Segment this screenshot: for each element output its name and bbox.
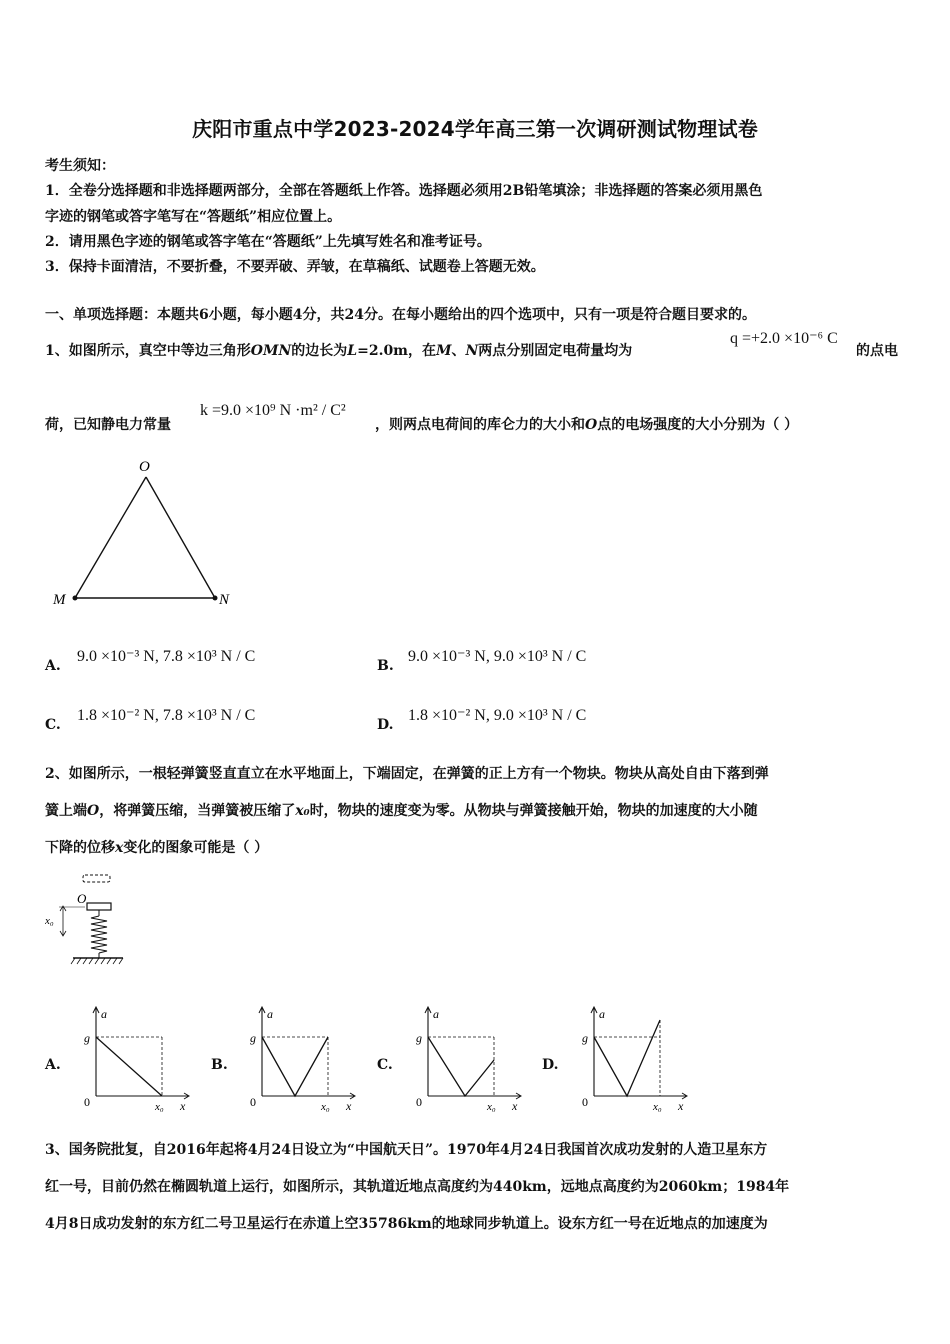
q2-graph-b[interactable] bbox=[246, 1000, 361, 1115]
q1-line1 bbox=[45, 340, 632, 360]
label-n: N bbox=[219, 592, 230, 608]
label-o: O bbox=[139, 459, 150, 475]
q1-option-a-text[interactable]: 9.0 ×10⁻³ N, 7.8 ×10³ N / C bbox=[77, 648, 256, 665]
q3-line2: 红一号，目前仍然在椭圆轨道上运行，如图所示，其轨道近地点高度约为440km，远地点高度约为2060km；1984年 bbox=[45, 1179, 790, 1195]
section-heading: 一、单项选择题：本题共6小题，每小题4分，共24分。在每小题给出的四个选项中，只有一项是符合题目要求的。 bbox=[45, 307, 756, 323]
q2-graph-d[interactable] bbox=[578, 1000, 693, 1115]
notice-item: 3．保持卡面清洁，不要折叠，不要弄破、弄皱，在草稿纸、试题卷上答题无效。 bbox=[45, 259, 545, 275]
label-origin: 0 bbox=[582, 1095, 588, 1109]
q1-text: 的边长为 bbox=[291, 343, 348, 359]
label-x: x bbox=[346, 1099, 352, 1113]
q2-text: ，将弹簧压缩，当弹簧被压缩了 bbox=[99, 803, 296, 819]
q1-line1-end: 的点电 bbox=[856, 343, 898, 359]
q3-line3: 4月8日成功发射的东方红二号卫星运行在赤道上空35786km的地球同步轨道上。设东方红一号在近地点的加速度为 bbox=[45, 1216, 768, 1232]
q2-line3 bbox=[45, 837, 268, 857]
q1-O: O bbox=[585, 417, 598, 433]
label-x: x bbox=[678, 1099, 684, 1113]
q1-line2-post bbox=[375, 414, 798, 434]
q1-N: N bbox=[465, 343, 479, 359]
q1-option-b-text[interactable]: 9.0 ×10⁻³ N, 9.0 ×10³ N / C bbox=[408, 648, 587, 665]
q1-omn: OMN bbox=[250, 343, 292, 359]
q1-option-c-text[interactable]: 1.8 ×10⁻² N, 7.8 ×10³ N / C bbox=[77, 707, 256, 724]
notice-item: 1．全卷分选择题和非选择题两部分，全部在答题纸上作答。选择题必须用2B铅笔填涂；非选择题的答案必须用黑色 bbox=[45, 183, 763, 199]
label-a: a bbox=[267, 1007, 273, 1021]
notice-heading: 考生须知： bbox=[45, 158, 115, 174]
q1-line2 bbox=[45, 414, 171, 434]
acc-curve bbox=[594, 1020, 660, 1096]
q2-graph-c[interactable] bbox=[412, 1000, 527, 1115]
acc-curve bbox=[262, 1037, 328, 1096]
notice-item: 字迹的钢笔或答字笔写在“答题纸”相应位置上。 bbox=[45, 209, 342, 225]
q2-option-d-letter[interactable]: D. bbox=[542, 1057, 559, 1073]
acc-curve bbox=[428, 1037, 494, 1096]
notice-item: 2．请用黑色字迹的钢笔或答字笔在“答题纸”上先填写姓名和准考证号。 bbox=[45, 234, 491, 250]
q2-text: 时，物块的速度变为零。从物块与弹簧接触开始，物块的加速度的大小随 bbox=[309, 803, 758, 819]
spring-label-o: O bbox=[77, 891, 87, 906]
page-title: 庆阳市重点中学2023-2024学年高三第一次调研测试物理试卷 bbox=[192, 117, 758, 141]
spring-coil bbox=[91, 916, 107, 953]
q2-option-a-letter[interactable]: A. bbox=[45, 1057, 61, 1073]
q1-text: 荷，已知静电力常量 bbox=[45, 417, 171, 433]
q1-text: 点的电场强度的大小分别为（ ） bbox=[597, 417, 799, 433]
q1-triangle-figure bbox=[45, 455, 245, 615]
acc-curve bbox=[96, 1037, 162, 1096]
q3-line1: 3、国务院批复，自2016年起将4月24日设立为“中国航天日”。1970年4月24日我国首次成功发射的人造卫星东方 bbox=[45, 1142, 768, 1158]
q1-sep: 、 bbox=[451, 343, 466, 359]
label-g: g bbox=[416, 1031, 422, 1045]
spring-label-x0: x₀ bbox=[45, 915, 54, 927]
label-x: x bbox=[180, 1099, 186, 1113]
q2-line2 bbox=[45, 800, 758, 820]
q1-option-b-letter[interactable]: B. bbox=[377, 658, 394, 674]
q2-text: 簧上端 bbox=[45, 803, 87, 819]
q2-x0: x₀ bbox=[295, 803, 310, 819]
q1-L: L bbox=[347, 343, 358, 359]
label-g: g bbox=[84, 1031, 90, 1045]
label-x0: x₀ bbox=[487, 1101, 496, 1113]
label-a: a bbox=[101, 1007, 107, 1021]
q1-charge-formula: q =+2.0 ×10⁻⁶ C bbox=[730, 330, 838, 347]
charge-point-m bbox=[73, 596, 78, 601]
q1-option-c-letter[interactable]: C. bbox=[45, 717, 61, 733]
q1-text: =2.0m，在 bbox=[357, 343, 436, 359]
label-x0: x₀ bbox=[321, 1101, 330, 1113]
label-x0: x₀ bbox=[653, 1101, 662, 1113]
q1-text: 两点分别固定电荷量均为 bbox=[478, 343, 633, 359]
q2-O: O bbox=[87, 803, 100, 819]
label-origin: 0 bbox=[250, 1095, 256, 1109]
triangle-side-on bbox=[146, 477, 215, 598]
q2-spring-figure bbox=[45, 870, 135, 970]
q2-text: 变化的图象可能是（ ） bbox=[123, 840, 269, 856]
q2-option-b-letter[interactable]: B. bbox=[211, 1057, 228, 1073]
label-m: M bbox=[53, 592, 66, 608]
q2-x: x bbox=[115, 840, 124, 856]
label-x: x bbox=[512, 1099, 518, 1113]
q1-k-formula: k =9.0 ×10⁹ N ·m² / C² bbox=[200, 402, 346, 419]
label-origin: 0 bbox=[416, 1095, 422, 1109]
block-start bbox=[83, 875, 110, 882]
q2-line1: 2、如图所示，一根轻弹簧竖直直立在水平地面上，下端固定，在弹簧的正上方有一个物块。物块从高处自由下落到弹 bbox=[45, 766, 769, 782]
ground-hatch bbox=[71, 958, 123, 964]
triangle-side-om bbox=[75, 477, 146, 598]
q1-text: ，则两点电荷间的库仑力的大小和 bbox=[375, 417, 585, 433]
charge-point-n bbox=[213, 596, 218, 601]
label-g: g bbox=[250, 1031, 256, 1045]
q1-M: M bbox=[436, 343, 452, 359]
q1-option-d-text[interactable]: 1.8 ×10⁻² N, 9.0 ×10³ N / C bbox=[408, 707, 587, 724]
q1-option-d-letter[interactable]: D. bbox=[377, 717, 394, 733]
q1-text: 1、如图所示，真空中等边三角形 bbox=[45, 343, 251, 359]
label-a: a bbox=[433, 1007, 439, 1021]
label-g: g bbox=[582, 1031, 588, 1045]
q2-option-c-letter[interactable]: C. bbox=[377, 1057, 393, 1073]
q2-text: 下降的位移 bbox=[45, 840, 115, 856]
q2-graph-a[interactable] bbox=[80, 1000, 195, 1115]
label-a: a bbox=[599, 1007, 605, 1021]
label-origin: 0 bbox=[84, 1095, 90, 1109]
label-x0: x₀ bbox=[155, 1101, 164, 1113]
block-on-spring bbox=[87, 903, 111, 910]
q1-option-a-letter[interactable]: A. bbox=[45, 658, 61, 674]
